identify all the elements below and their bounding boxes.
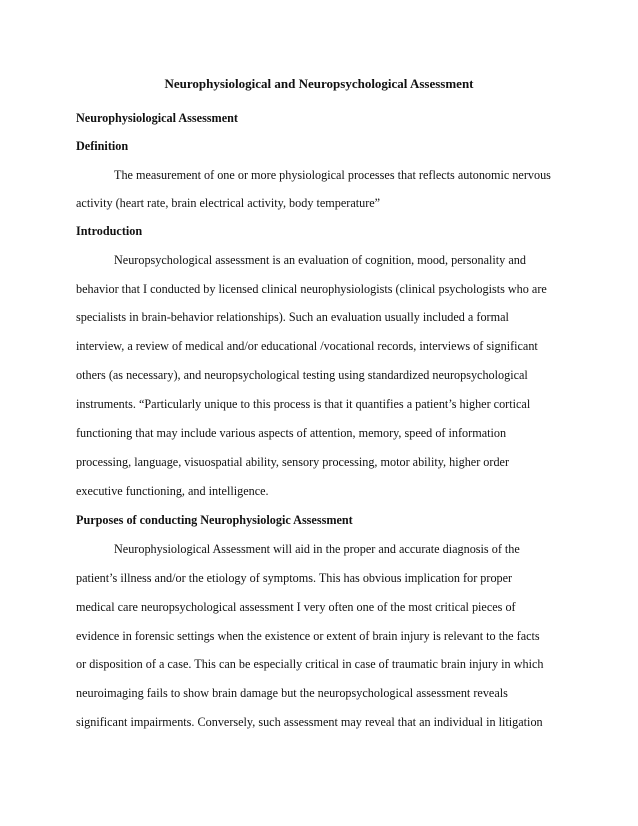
introduction-line: specialists in brain-behavior relationships). Such an evaluation usually included a formal — [76, 310, 509, 324]
purposes-line: medical care neuropsychological assessment I very often one of the most critical pieces of — [76, 600, 516, 614]
definition-heading: Definition — [76, 139, 129, 153]
introduction-line: others (as necessary), and neuropsychological testing using standardized neuropsychological — [76, 368, 528, 382]
section-heading: Neurophysiological Assessment — [76, 111, 238, 125]
purposes-line: Neurophysiological Assessment will aid in the proper and accurate diagnosis of the — [114, 542, 520, 556]
document-title: Neurophysiological and Neuropsychological Assessment — [164, 76, 474, 91]
purposes-line: evidence in forensic settings when the existence or extent of brain injury is relevant to the facts — [76, 629, 540, 643]
introduction-line: behavior that I conducted by licensed clinical neurophysiologists (clinical psychologists who are — [76, 282, 547, 296]
purposes-line: or disposition of a case. This can be especially critical in case of traumatic brain injury in which — [76, 657, 544, 671]
introduction-line: functioning that may include various aspects of attention, memory, speed of information — [76, 426, 507, 440]
introduction-line: executive functioning, and intelligence. — [76, 484, 269, 498]
definition-line: The measurement of one or more physiological processes that reflects autonomic nervous — [114, 168, 551, 182]
purposes-line: neuroimaging fails to show brain damage but the neuropsychological assessment reveals — [76, 686, 508, 700]
purposes-line: patient’s illness and/or the etiology of symptoms. This has obvious implication for proper — [76, 571, 513, 585]
introduction-line: processing, language, visuospatial ability, sensory processing, motor ability, higher order — [76, 455, 510, 469]
introduction-line: instruments. “Particularly unique to this process is that it quantifies a patient’s higher cortical — [76, 397, 531, 411]
introduction-line: interview, a review of medical and/or educational /vocational records, interviews of significant — [76, 339, 538, 353]
introduction-line: Neuropsychological assessment is an evaluation of cognition, mood, personality and — [114, 253, 526, 267]
introduction-heading: Introduction — [76, 224, 143, 238]
purposes-line: significant impairments. Conversely, such assessment may reveal that an individual in litigation — [76, 715, 543, 729]
purposes-heading: Purposes of conducting Neurophysiologic Assessment — [76, 513, 353, 527]
definition-line: activity (heart rate, brain electrical activity, body temperature” — [76, 196, 381, 210]
